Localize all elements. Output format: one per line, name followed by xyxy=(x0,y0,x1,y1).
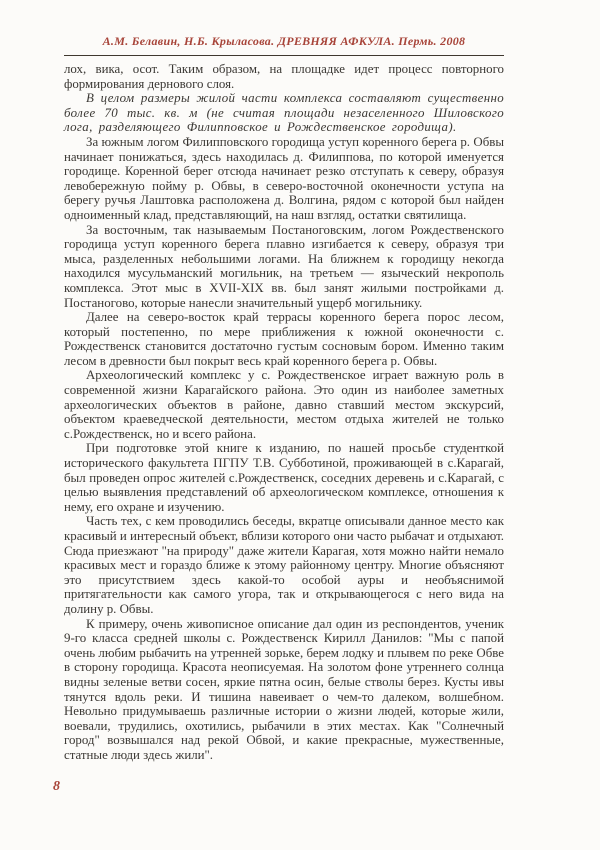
paragraph: лох, вика, осот. Таким образом, на площадке идет процесс повторного формирования дернового слоя. xyxy=(64,62,504,91)
header-rule xyxy=(64,55,504,56)
paragraph: За южным логом Филипповского городища уступ коренного берега р. Обвы начинает понижаться, здесь находилась д. Филиппова, по которой именуется городище. Коренной берег отсюда начинает резко отступать к северу, образуя левобережную пойму р. Обвы, в северо-восточной оконечности уступа на берегу ручья Лаштовка расположена д. Волгина, рядом с которой был найден одноименный клад, представляющий, на наш взгляд, остатки святилища. xyxy=(64,134,504,222)
paragraph: Археологический комплекс у с. Рождественское играет важную роль в современной жизни Карагайского района. Это один из наиболее заметных археологических объектов в районе, давно ставший местом экскурсий, объектом краеведческой деятельности, местом отдыха жителей не только с.Рождественск, но и всего района. xyxy=(64,368,504,441)
paragraph: К примеру, очень живописное описание дал один из респондентов, ученик 9-го класса средней школы с. Рождественск Кирилл Данилов: "Мы с папой очень любим рыбачить на утренней зорьке, берем лодку и плывем по реке Обве в сторону городища. Красота неописуемая. На золотом фоне утреннего солнца видны зеленые ветви сосен, яркие пятна осин, белые стволы берез. Кусты ивы тянутся вдоль реки. И тишина навеивает о чем-то далеком, волшебном. Невольно придумываешь различные истории о жизни людей, которые жили, воевали, трудились, охотились, рыбачили в этих местах. Как "Солнечный город" возвышался над рекой Обвой, и какие прекрасные, мужественные, статные люди здесь жили". xyxy=(64,616,504,762)
paragraph: При подготовке этой книге к изданию, по нашей просьбе студенткой исторического факультета ПГПУ Т.В. Субботиной, проживающей в с.Карагай, был проведен опрос жителей с.Рождественск, соседних деревень и с.Карагай, с целью выявления представлений об археологическом комплексе, отношения к нему, его охране и изучению. xyxy=(64,441,504,514)
paragraph: Часть тех, с кем проводились беседы, вкратце описывали данное место как красивый и интересный объект, вблизи которого они часто рыбачат и отдыхают. Сюда приезжают "на природу" даже жители Карагая, хотя можно найти немало красивых мест и гораздо ближе к этому районному центру. Многие объясняют это присутствием здесь какой-то особой ауры и необъяснимой притягательности как самого угора, так и открывающегося с него вида на долину р. Обвы. xyxy=(64,514,504,616)
paragraph: В целом размеры жилой части комплекса составляют существенно более 70 тыс. кв. м (не считая площади незаселенного Шиловского лога, разделяющего Филипповское и Рождественское городища). xyxy=(64,91,504,135)
page-number: 8 xyxy=(53,779,60,794)
paragraph: За восточным, так называемым Постаноговским, логом Рождественского городища уступ коренного берега плавно изгибается к северу, образуя три мыса, разделенных небольшими логами. На ближнем к городищу некогда находился мусульманский могильник, на третьем — языческий некрополь комплекса. Этот мыс в XVII-XIX вв. был занят жилыми постройками д. Постаногово, которые нанесли значительный ущерб могильнику. xyxy=(64,222,504,310)
running-header: А.М. Белавин, Н.Б. Крыласова. ДРЕВНЯЯ АФКУЛА. Пермь. 2008 xyxy=(102,34,466,48)
page-body xyxy=(64,62,504,763)
paragraph: Далее на северо-восток край террасы коренного берега порос лесом, который постепенно, по мере приближения к южной оконечности с. Рождественск становится достаточно густым сосновым бором. Именно таким лесом в древности был покрыт весь край коренного берега р. Обвы. xyxy=(64,310,504,368)
